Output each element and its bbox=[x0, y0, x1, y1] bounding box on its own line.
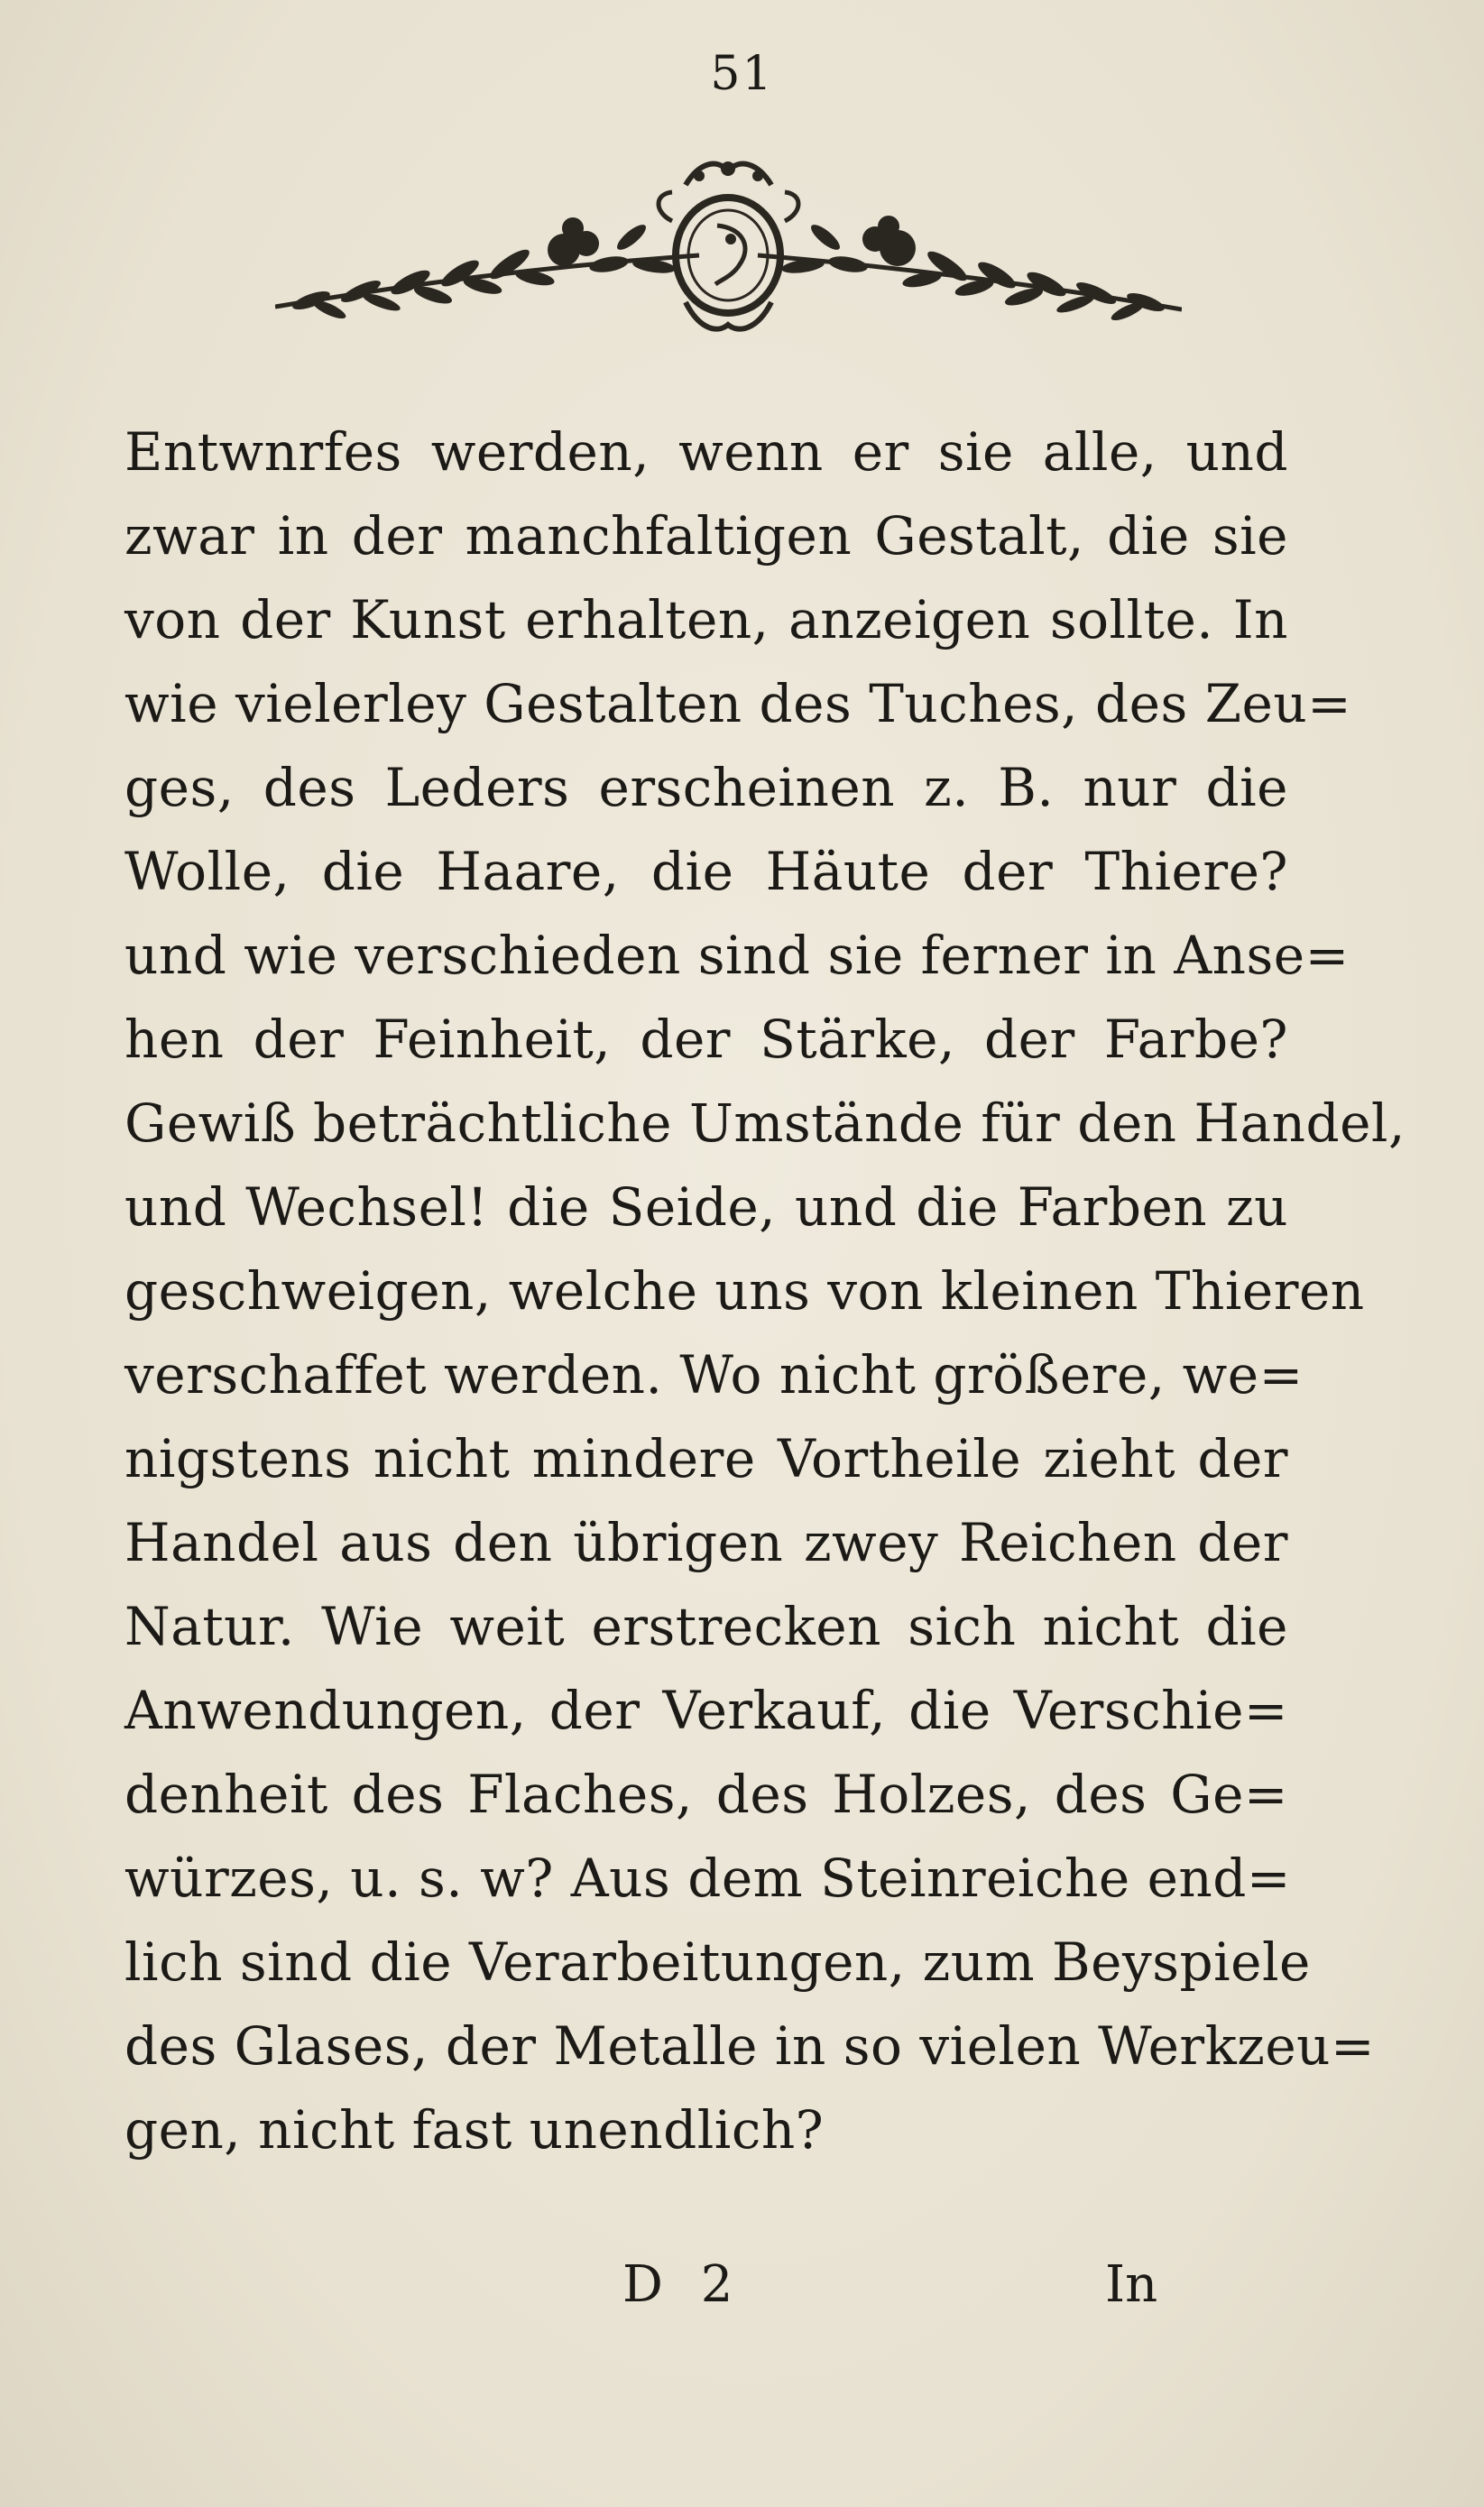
text-line: lich sind die Verarbeitungen, zum Beyspiele bbox=[124, 1931, 1311, 1993]
text-line: nigstens nicht mindere Vortheile zieht der bbox=[124, 1428, 1288, 1489]
text-line: Natur. Wie weit erstrecken sich nicht die bbox=[124, 1596, 1288, 1657]
floral-medallion-ornament-icon bbox=[275, 149, 1182, 361]
text-line: von der Kunst erhalten, anzeigen sollte. In bbox=[124, 589, 1288, 650]
text-line: und Wechsel! die Seide, und die Farben zu bbox=[124, 1176, 1288, 1238]
text-line: Gewiß beträchtliche Umstände für den Handel, bbox=[124, 1092, 1406, 1154]
text-line: Anwendungen, der Verkauf, die Verschie= bbox=[124, 1680, 1288, 1741]
text-line: verschaffet werden. Wo nicht größere, we= bbox=[124, 1344, 1304, 1406]
text-line: denheit des Flaches, des Holzes, des Ge= bbox=[124, 1764, 1288, 1825]
text-line: des Glases, der Metalle in so vielen Werkzeu= bbox=[124, 2015, 1376, 2077]
text-line: gen, nicht fast unendlich? bbox=[124, 2099, 825, 2161]
body-text bbox=[124, 410, 1406, 2172]
catchword: In bbox=[1105, 2255, 1158, 2314]
text-line: zwar in der manchfaltigen Gestalt, die sie bbox=[124, 505, 1288, 567]
page-footer bbox=[0, 2255, 1484, 2336]
text-line: Wolle, die Haare, die Häute der Thiere? bbox=[124, 841, 1288, 902]
text-line: geschweigen, welche uns von kleinen Thieren bbox=[124, 1260, 1365, 1322]
text-line: ges, des Leders erscheinen z. B. nur die bbox=[124, 757, 1288, 818]
page-number: 51 bbox=[710, 47, 774, 101]
text-line: würzes, u. s. w? Aus dem Steinreiche end= bbox=[124, 1848, 1291, 1909]
text-line: hen der Feinheit, der Stärke, der Farbe? bbox=[124, 1009, 1288, 1070]
signature-mark: D 2 bbox=[622, 2255, 744, 2314]
text-line: Handel aus den übrigen zwey Reichen der bbox=[124, 1512, 1288, 1573]
text-line: Entwnrfes werden, wenn er sie alle, und bbox=[124, 421, 1288, 483]
text-line: und wie verschieden sind sie ferner in Anse= bbox=[124, 925, 1350, 986]
text-line: wie vielerley Gestalten des Tuches, des Zeu= bbox=[124, 673, 1352, 734]
